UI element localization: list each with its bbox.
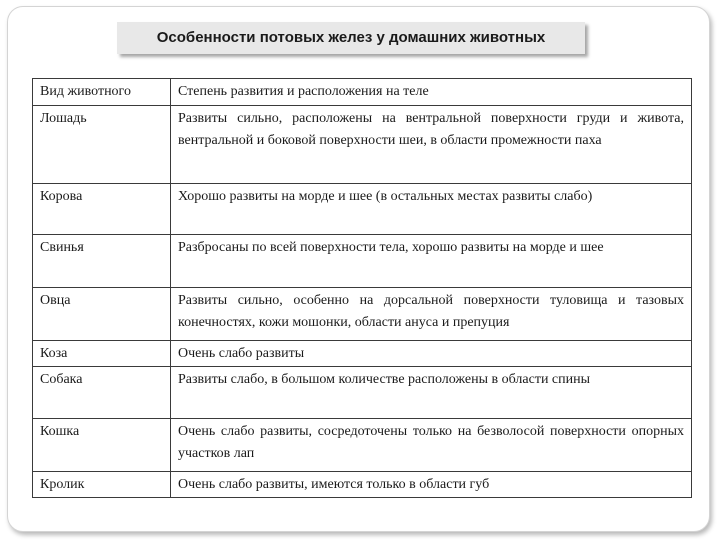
description-cell: Очень слабо развиты, имеются только в области губ	[171, 472, 692, 498]
table-row	[33, 106, 692, 184]
description-cell: Разбросаны по всей поверхности тела, хорошо развиты на морде и шее	[171, 235, 692, 288]
animal-cell: Коза	[33, 341, 171, 367]
description-cell: Очень слабо развиты, сосредоточены только на безволосой поверхности опорных участков лап	[171, 419, 692, 472]
description-cell: Хорошо развиты на морде и шее (в остальных местах развиты слабо)	[171, 184, 692, 235]
table-row	[33, 288, 692, 341]
table-row	[33, 419, 692, 472]
header-animal: Вид животного	[33, 79, 171, 106]
table-row	[33, 235, 692, 288]
table-row	[33, 341, 692, 367]
animal-cell: Корова	[33, 184, 171, 235]
description-cell: Очень слабо развиты	[171, 341, 692, 367]
header-development: Степень развития и расположения на теле	[171, 79, 692, 106]
animal-cell: Кролик	[33, 472, 171, 498]
description-cell: Развиты сильно, расположены на вентральной поверхности груди и живота, вентральной и боковой поверхности шеи, в области промежности паха	[171, 106, 692, 184]
description-cell: Развиты слабо, в большом количестве расположены в области спины	[171, 367, 692, 419]
description-cell: Развиты сильно, особенно на дорсальной поверхности туловища и тазовых конечностях, кожи мошонки, области ануса и препуция	[171, 288, 692, 341]
animal-cell: Собака	[33, 367, 171, 419]
animal-cell: Свинья	[33, 235, 171, 288]
table-row	[33, 184, 692, 235]
table-row	[33, 367, 692, 419]
table-header-row	[33, 79, 692, 106]
table-row	[33, 472, 692, 498]
glands-table	[32, 78, 692, 498]
animal-cell: Кошка	[33, 419, 171, 472]
animal-cell: Лошадь	[33, 106, 171, 184]
animal-cell: Овца	[33, 288, 171, 341]
slide-title: Особенности потовых желез у домашних животных	[117, 22, 585, 54]
